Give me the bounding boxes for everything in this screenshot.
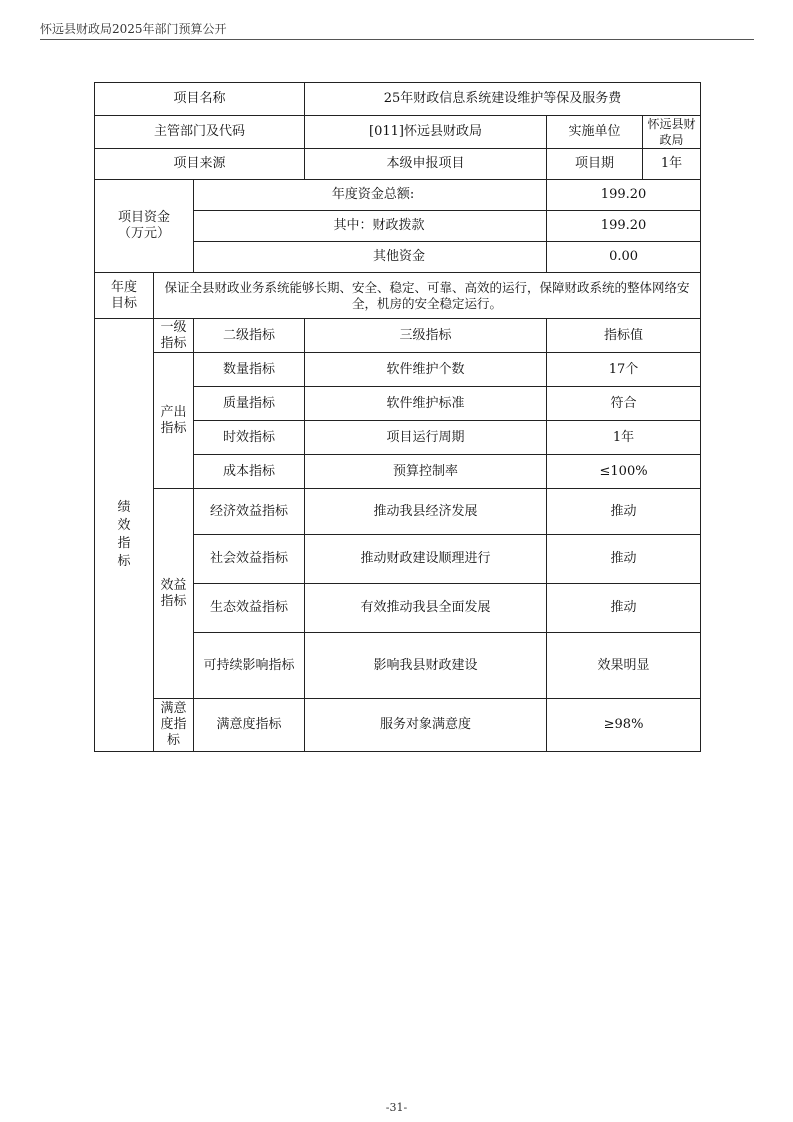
indicator-level3: 软件维护个数 [305, 353, 547, 387]
indicator-value: ≤100% [547, 455, 701, 489]
indicator-value: 1年 [547, 421, 701, 455]
implementing-unit-label: 实施单位 [547, 116, 643, 149]
funds-other-label: 其他资金 [194, 242, 547, 273]
indicator-level3: 推动财政建设顺理进行 [305, 535, 547, 584]
table-row [95, 353, 701, 387]
indicator-level3: 预算控制率 [305, 455, 547, 489]
indicator-level2: 社会效益指标 [194, 535, 305, 584]
indicator-level3: 项目运行周期 [305, 421, 547, 455]
funds-other-value: 0.00 [547, 242, 701, 273]
indicator-level3: 推动我县经济发展 [305, 489, 547, 535]
page-number: -31- [385, 1101, 408, 1114]
table-row [95, 489, 701, 535]
indicator-level3: 有效推动我县全面发展 [305, 584, 547, 633]
indicator-level3: 服务对象满意度 [305, 699, 547, 752]
department-label: 主管部门及代码 [95, 116, 305, 149]
header-level3: 三级指标 [305, 319, 547, 353]
project-name-label: 项目名称 [95, 83, 305, 116]
satisfaction-indicators-label: 满意 度指 标 [154, 699, 194, 752]
row-funds-total [95, 180, 701, 211]
indicator-level2: 生态效益指标 [194, 584, 305, 633]
implementing-unit-value: 怀远县财政局 [643, 116, 701, 149]
table-row [95, 699, 701, 752]
project-funds-label: 项目资金 （万元） [95, 180, 194, 273]
project-period-label: 项目期 [547, 149, 643, 180]
department-value: [011]怀远县财政局 [305, 116, 547, 149]
indicator-value: 推动 [547, 489, 701, 535]
project-budget-table [94, 82, 701, 752]
indicator-level3: 影响我县财政建设 [305, 633, 547, 699]
row-project-name [95, 83, 701, 116]
header-value: 指标值 [547, 319, 701, 353]
indicator-value: 效果明显 [547, 633, 701, 699]
annual-goal-label: 年度 目标 [95, 273, 154, 319]
indicator-value: 17个 [547, 353, 701, 387]
row-source [95, 149, 701, 180]
indicator-level2: 质量指标 [194, 387, 305, 421]
indicator-value: 符合 [547, 387, 701, 421]
project-source-value: 本级申报项目 [305, 149, 547, 180]
output-indicators-label: 产出 指标 [154, 353, 194, 489]
project-period-value: 1年 [643, 149, 701, 180]
project-source-label: 项目来源 [95, 149, 305, 180]
header-level1: 一级 指标 [154, 319, 194, 353]
indicator-level2: 满意度指标 [194, 699, 305, 752]
header-level2: 二级指标 [194, 319, 305, 353]
header-divider [40, 39, 754, 40]
project-name-value: 25年财政信息系统建设维护等保及服务费 [305, 83, 701, 116]
indicator-value: 推动 [547, 535, 701, 584]
indicator-value: 推动 [547, 584, 701, 633]
indicator-level2: 数量指标 [194, 353, 305, 387]
row-indicator-headers [95, 319, 701, 353]
indicator-value: ≥98% [547, 699, 701, 752]
indicator-level2: 经济效益指标 [194, 489, 305, 535]
indicator-level3: 软件维护标准 [305, 387, 547, 421]
benefit-indicators-label: 效益 指标 [154, 489, 194, 699]
indicator-level2: 时效指标 [194, 421, 305, 455]
funds-total-label: 年度资金总额: [194, 180, 547, 211]
indicator-level2: 可持续影响指标 [194, 633, 305, 699]
indicator-level2: 成本指标 [194, 455, 305, 489]
funds-fiscal-value: 199.20 [547, 211, 701, 242]
funds-fiscal-label: 其中：财政拨款 [194, 211, 547, 242]
performance-indicators-label: 绩 效 指 标 [95, 319, 154, 752]
funds-total-value: 199.20 [547, 180, 701, 211]
page-header-title: 怀远县财政局2025年部门预算公开 [40, 22, 227, 36]
annual-goal-text: 保证全县财政业务系统能够长期、安全、稳定、可靠、高效的运行，保障财政系统的整体网络安全，机房的安全稳定运行。 [154, 273, 701, 319]
row-department [95, 116, 701, 149]
row-annual-goal [95, 273, 701, 319]
